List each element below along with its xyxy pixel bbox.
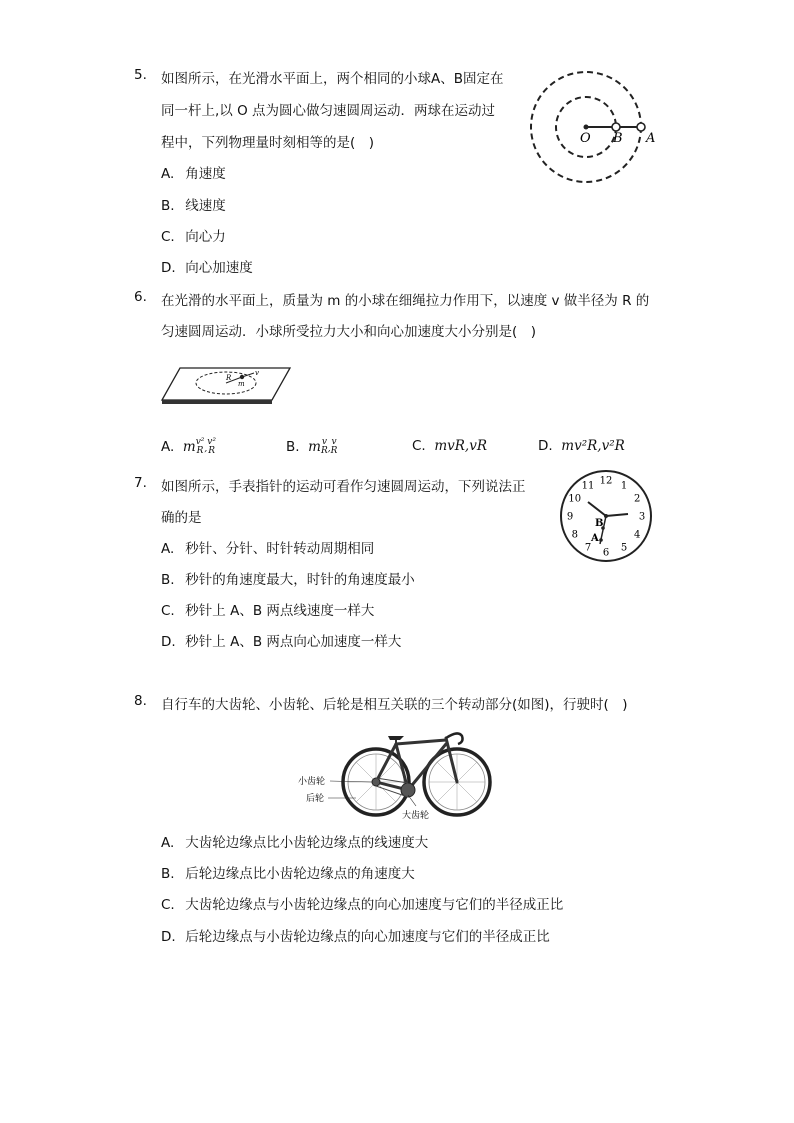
question-number: 5.: [134, 67, 147, 83]
bicycle-figure: [296, 718, 496, 822]
clock-number: 12: [599, 475, 613, 487]
ball-b: [612, 123, 620, 131]
clock-number: 9: [566, 511, 574, 523]
option-c[interactable]: C. 大齿轮边缘点与小齿轮边缘点的向心加速度与它们的半径成正比: [161, 897, 564, 913]
label-a: A: [646, 131, 656, 146]
option-b[interactable]: B. 后轮边缘点比小齿轮边缘点的角速度大: [161, 866, 415, 882]
option-b[interactable]: B. 秒针的角速度最大，时针的角速度最小: [161, 572, 415, 588]
question-number: 6.: [134, 289, 147, 305]
label-o: O: [580, 131, 591, 146]
question-number: 8.: [134, 693, 147, 709]
question-text-line: 同一杆上,以 O 点为圆心做匀速圆周运动．两球在运动过: [161, 103, 495, 119]
label-a: A: [591, 533, 599, 544]
watch-face-figure: [558, 468, 654, 564]
question-text-line: 匀速圆周运动．小球所受拉力大小和向心加速度大小分别是( ): [161, 324, 537, 340]
small-gear: [372, 778, 380, 786]
question-text-line: 如图所示，手表指针的运动可看作匀速圆周运动，下列说法正: [161, 479, 526, 495]
label-v: v: [255, 369, 259, 377]
horizontal-plane-figure: [160, 360, 295, 410]
option-a[interactable]: A. 大齿轮边缘点比小齿轮边缘点的线速度大: [161, 835, 429, 851]
clock-number: 1: [620, 480, 628, 492]
concentric-circles-figure: [524, 62, 664, 187]
option-c[interactable]: C. 向心力: [161, 229, 226, 245]
label-small-gear: 小齿轮: [298, 777, 326, 787]
clock-number: 6: [602, 547, 610, 559]
option-a[interactable]: A. 秒针、分针、时针转动周期相同: [161, 541, 375, 557]
clock-number: 8: [571, 529, 578, 541]
option-a[interactable]: A. 角速度: [161, 166, 226, 182]
option-d[interactable]: D. 向心加速度: [161, 260, 253, 276]
option-c[interactable]: C. 秒针上 A、B 两点线速度一样大: [161, 603, 375, 619]
question-text-line: 自行车的大齿轮、小齿轮、后轮是相互关联的三个转动部分(如图)，行驶时( ): [161, 697, 628, 713]
option-d[interactable]: D. 后轮边缘点与小齿轮边缘点的向心加速度与它们的半径成正比: [161, 929, 550, 945]
clock-number: 5: [620, 542, 628, 554]
watch-center: [604, 514, 608, 518]
option-a[interactable]: A. m v² R , v² R: [161, 437, 216, 456]
plane-edge: [162, 400, 272, 404]
clock-number: 7: [584, 542, 592, 554]
option-d[interactable]: D. 秒针上 A、B 两点向心加速度一样大: [161, 634, 402, 650]
option-b[interactable]: B. m v R , v R: [286, 437, 338, 456]
question-text-line: 确的是: [161, 510, 202, 526]
label-big-gear: 大齿轮: [402, 811, 430, 821]
option-d[interactable]: D. mv²R,v²R: [538, 438, 625, 454]
label-rear-wheel: 后轮: [306, 794, 325, 804]
question-text-line: 如图所示，在光滑水平面上，两个相同的小球A、B固定在: [161, 71, 504, 87]
label-m: m: [238, 380, 245, 388]
option-c[interactable]: C. mvR,vR: [412, 438, 487, 454]
clock-number: 11: [581, 480, 595, 492]
center-point: [584, 125, 589, 130]
plane-surface: [162, 368, 290, 400]
ball-a: [637, 123, 645, 131]
clock-number: 4: [634, 529, 641, 541]
question-text-line: 在光滑的水平面上，质量为 m 的小球在细绳拉力作用下，以速度 v 做半径为 R 的: [161, 293, 650, 309]
label-r: R: [226, 374, 232, 382]
clock-number: 10: [568, 493, 582, 505]
pointer-big-gear: [408, 795, 416, 806]
option-b[interactable]: B. 线速度: [161, 198, 226, 214]
label-b: B: [595, 518, 604, 529]
point-a: [599, 538, 603, 542]
clock-number: 3: [638, 511, 646, 523]
question-number: 7.: [134, 475, 147, 491]
seat: [388, 736, 404, 740]
question-text-line: 程中，下列物理量时刻相等的是( ): [161, 135, 375, 151]
clock-number: 2: [634, 493, 641, 505]
label-b: B: [613, 131, 623, 146]
